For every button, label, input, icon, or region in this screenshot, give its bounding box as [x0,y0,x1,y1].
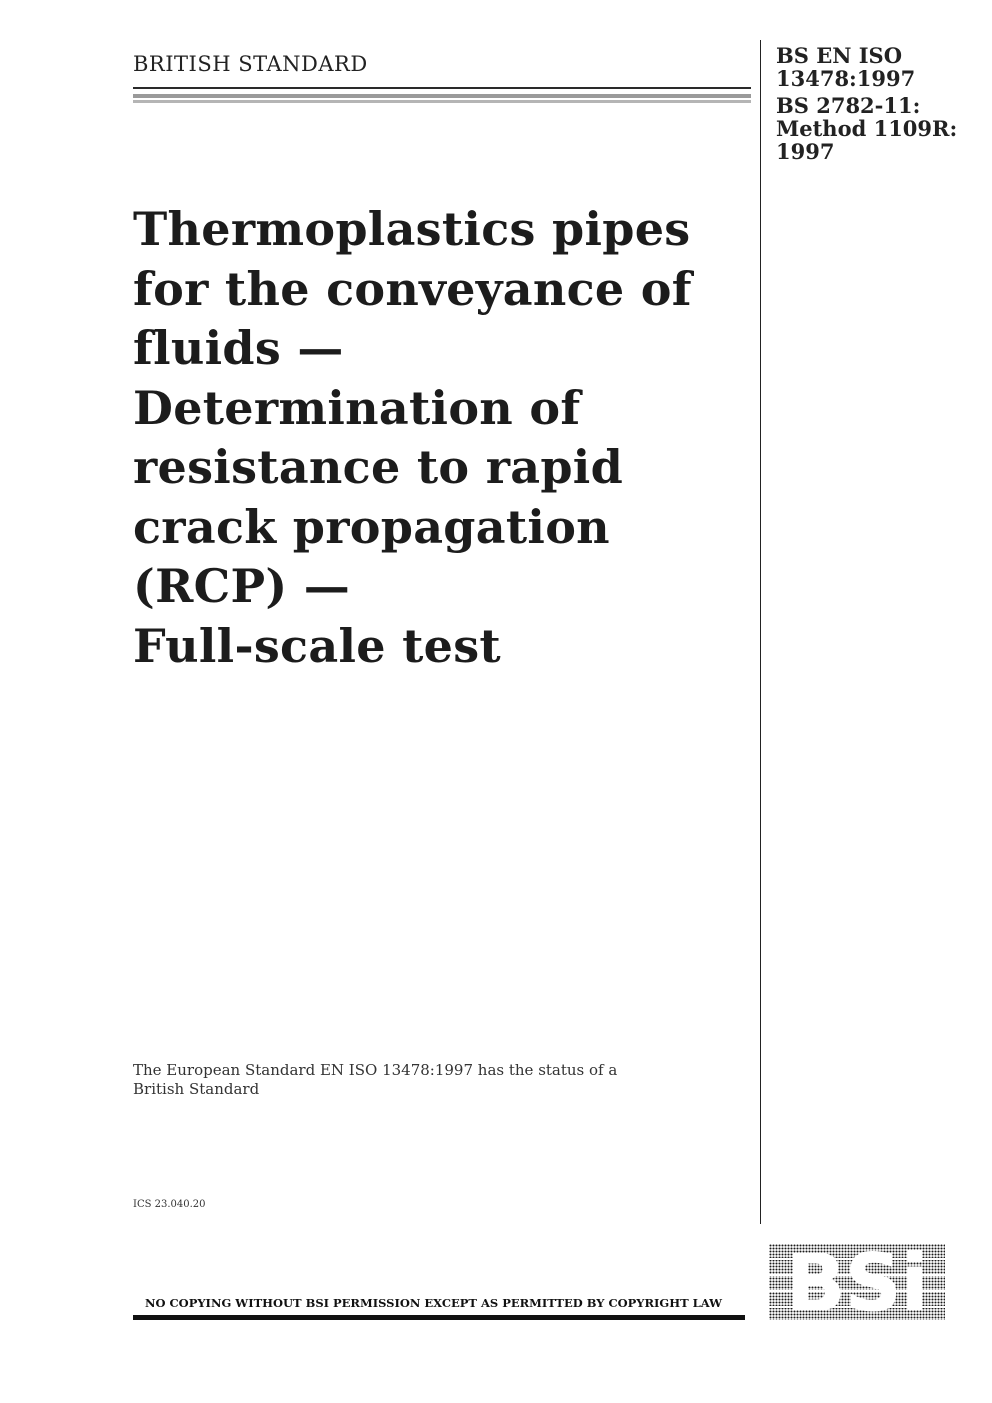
title-line: crack propagation [133,499,610,554]
title-line: (RCP) — [133,559,351,613]
standard-number-line: Method 1109R: [776,116,958,141]
header-rule-grey-lower [133,100,751,103]
standard-number-line: 1997 [776,139,835,164]
status-note [133,1061,653,1099]
title-line: Determination of [133,380,581,435]
title-line: fluids — [133,321,344,375]
header-rule-thin [133,87,751,89]
title-line: Full-scale test [133,618,501,673]
title-line: Thermoplastics pipes [133,202,691,256]
standard-number-line: 13478:1997 [776,66,916,91]
ics-code: ICS 23.040.20 [133,1199,206,1210]
document-title [133,200,733,676]
footer-rule [133,1315,745,1320]
bsi-logo-text: BSi [785,1244,929,1320]
column-divider [760,40,761,1224]
title-line: resistance to rapid [133,440,624,494]
document-category: BRITISH STANDARD [133,52,368,76]
copyright-notice: NO COPYING WITHOUT BSI PERMISSION EXCEPT AS PERMITTED BY COPYRIGHT LAW [145,1296,723,1310]
standard-number-block [776,44,957,163]
standard-number-line: BS EN ISO [776,43,903,68]
status-note-line: The European Standard EN ISO 13478:1997 has the status of a [133,1061,618,1079]
title-line: for the conveyance of [133,261,692,316]
status-note-line: British Standard [133,1080,260,1098]
header-rule-grey [133,94,751,98]
bsi-logo-icon [769,1244,945,1320]
standard-number-line: BS 2782-11: [776,93,921,118]
